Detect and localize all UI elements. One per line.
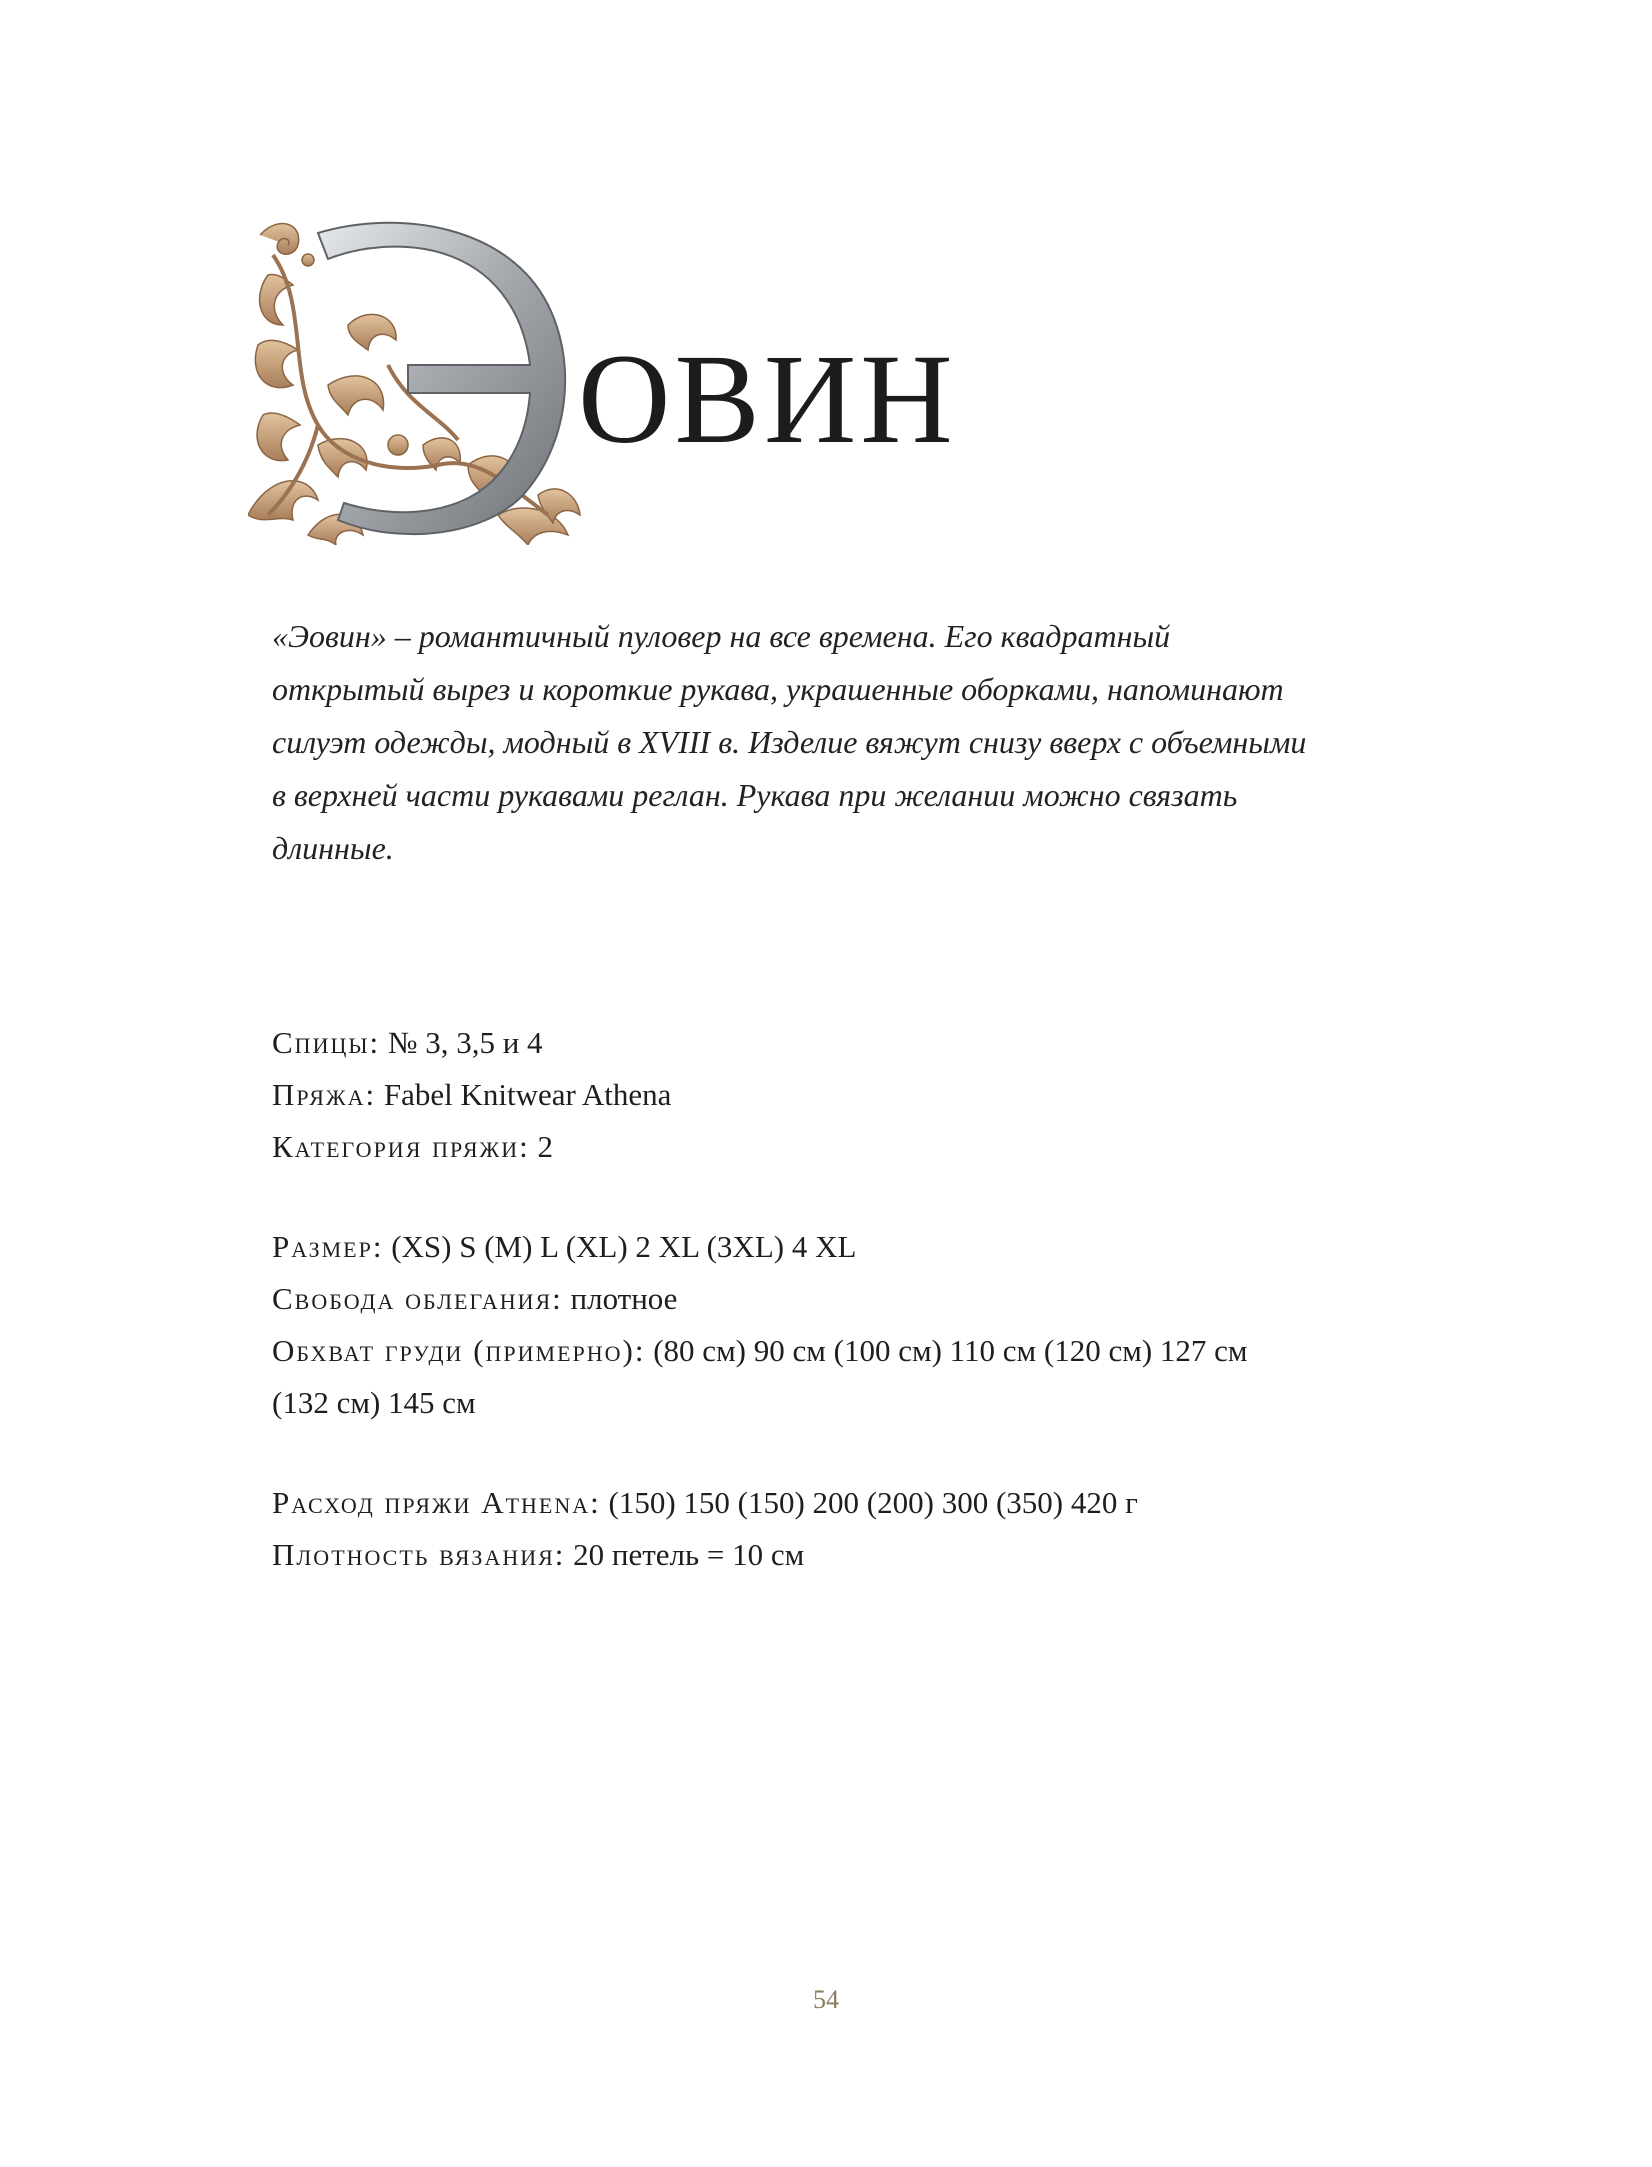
intro-paragraph (272, 610, 1412, 875)
spec-value: 2 (537, 1129, 553, 1164)
intro-line: в верхней части рукавами реглан. Рукава при желании можно связать (272, 777, 1238, 813)
fit-spec (272, 1273, 1422, 1325)
needles-spec (272, 1017, 1422, 1069)
intro-line: силуэт одежды, модный в XVIII в. Изделие вяжут снизу вверх с объемными (272, 724, 1307, 760)
yarn-spec (272, 1069, 1422, 1121)
spec-label: Пряжа: (272, 1077, 377, 1112)
spec-value: плотное (570, 1281, 678, 1316)
spec-value: № 3, 3,5 и 4 (387, 1025, 543, 1060)
yarn-amount-group (272, 1477, 1422, 1581)
size-group (272, 1221, 1422, 1429)
consumption-spec (272, 1477, 1422, 1529)
spec-label: Размер: (272, 1229, 384, 1264)
gauge-spec (272, 1529, 1422, 1581)
bust-spec (272, 1325, 1422, 1377)
spec-label: Плотность вязания: (272, 1537, 566, 1572)
title-block (248, 215, 957, 545)
spec-value: (150) 150 (150) 200 (200) 300 (350) 420 г (608, 1485, 1138, 1520)
intro-line: открытый вырез и короткие рукава, украшенные оборками, напоминают (272, 671, 1284, 707)
spec-label: Свобода облегания: (272, 1281, 563, 1316)
spec-value: (XS) S (M) L (XL) 2 XL (3XL) 4 XL (391, 1229, 857, 1264)
spec-label: Категория пряжи: (272, 1129, 530, 1164)
tools-group (272, 1017, 1422, 1173)
spec-value: Fabel Knitwear Athena (383, 1077, 672, 1112)
bust-spec-continued (272, 1377, 1422, 1429)
spec-value: (132 см) 145 см (272, 1385, 476, 1420)
intro-line: «Эовин» – романтичный пуловер на все времена. Его квадратный (272, 618, 1171, 654)
pattern-specs (272, 1017, 1422, 1629)
page-number: 54 (813, 1985, 839, 2014)
size-spec (272, 1221, 1422, 1273)
yarn-category-spec (272, 1121, 1422, 1173)
ornamental-initial (248, 215, 583, 545)
intro-line: длинные. (272, 830, 394, 866)
spec-label: Расход пряжи Athena: (272, 1485, 601, 1520)
spec-label: Обхват груди (примерно): (272, 1333, 646, 1368)
spec-value: (80 см) 90 см (100 см) 110 см (120 см) 127 см (653, 1333, 1248, 1368)
spec-value: 20 петель = 10 см (573, 1537, 805, 1572)
page-title: ОВИН (578, 328, 957, 470)
spec-label: Спицы: (272, 1025, 381, 1060)
